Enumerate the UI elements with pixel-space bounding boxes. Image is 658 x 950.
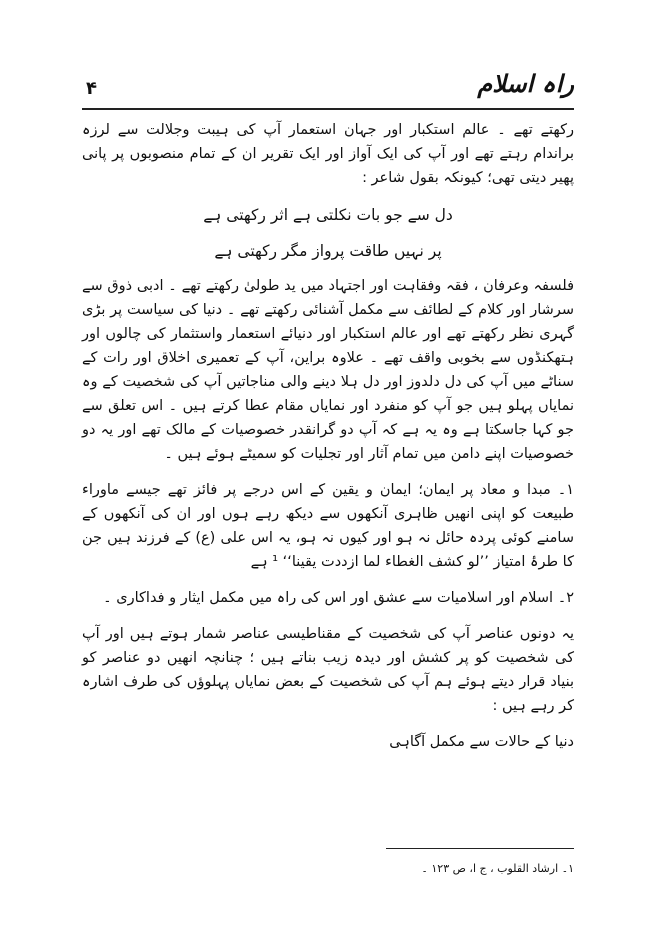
footnote: ۱۔ ارشاد القلوب ، ج ا، ص ۱۲۳ ۔ [421, 862, 574, 875]
page-header [82, 70, 574, 110]
paragraph-1: رکھتے تھے ۔ عالم استکبار اور جہان استعمار آپ کی ہیبت وجلالت سے لرزہ براندام رہتے تھے اور آپ کی ایک آواز اور ایک تقریر ان کے تمام منصوبوں پر پانی پھیر دیتی تھی؛ کیونکہ بقول شاعر : [82, 122, 574, 186]
paragraph-4: ۲۔ اسلام اور اسلامیات سے عشق اور اس کی راہ میں مکمل ایثار و فداکاری ۔ [103, 590, 574, 606]
page-number: ۴ [86, 78, 97, 99]
paragraph-5: یہ دونوں عناصر آپ کی شخصیت کے مقناطیسی عناصر شمار ہوتے ہیں اور آپ کی شخصیت کو پر کشش اور دیدہ زیب بناتے ہیں ؛ چنانچہ انھیں دو عناصر کو بنیاد قرار دیتے ہوئے ہم آپ کی شخصیت کے بعض نمایاں پہلوؤں کی طرف اشارہ کر رہے ہیں : [82, 626, 574, 714]
body-text [82, 118, 574, 766]
footnote-rule [386, 848, 574, 849]
journal-logo: راہ اسلام [477, 70, 574, 98]
poetry-verse-1: دل سے جو بات نکلتی ہے اثر رکھتی ہے [203, 206, 453, 224]
paragraph-3: ۱۔ مبدا و معاد پر ایمان؛ ایمان و یقین کے اس درجے پر فائز تھے جیسے ماوراء طبیعت کو اپنی انھیں ظاہری آنکھوں سے دیکھ رہے ہوں اور ان کی آنکھوں کے سامنے کوئی پردہ حائل نہ ہو اور کیوں نہ ہو، یہ اس علی (ع) کے فرزند ہیں جن کا طرۂ امتیاز ’’لو کشف الغطاء لما ازددت یقینا‘‘ ¹ ہے [82, 482, 574, 570]
header-rule [82, 108, 574, 110]
section-heading: دنیا کے حالات سے مکمل آگاہی [389, 734, 574, 750]
poetry-verse-2: پر نہیں طاقت پرواز مگر رکھتی ہے [214, 242, 442, 260]
paragraph-2: فلسفہ وعرفان ، فقہ وفقاہت اور اجتہاد میں ید طولیٰ رکھتے تھے ۔ ادبی ذوق سے سرشار اور کلام کے لطائف سے مکمل آشنائی رکھتے تھے ۔ دنیا کی سیاست پر بڑی گہری نظر رکھتے تھے اور عالم استکبار اور دنیائے استعمار واستثمار کی چالوں اور ہتھکنڈوں سے بخوبی واقف تھے ۔ علاوہ براین، آپ کے تعمیری اخلاق اور رات کے سناٹے میں آپ کی دل دلدوز اور دل ہلا دینے والی مناجاتیں آپ کی شخصیت کے وہ نمایاں پہلو ہیں جو آپ کو منفرد اور نمایاں مقام عطا کرتے ہیں ۔ اس تعلق سے جو کہا جاسکتا ہے وہ یہ ہے کہ آپ دو گرانقدر خصوصیات کے مالک تھے اور یہ دو خصوصیات اپنے دامن میں تمام آثار اور تجلیات کو سمیٹے ہوئے ہیں ۔ [82, 278, 574, 462]
